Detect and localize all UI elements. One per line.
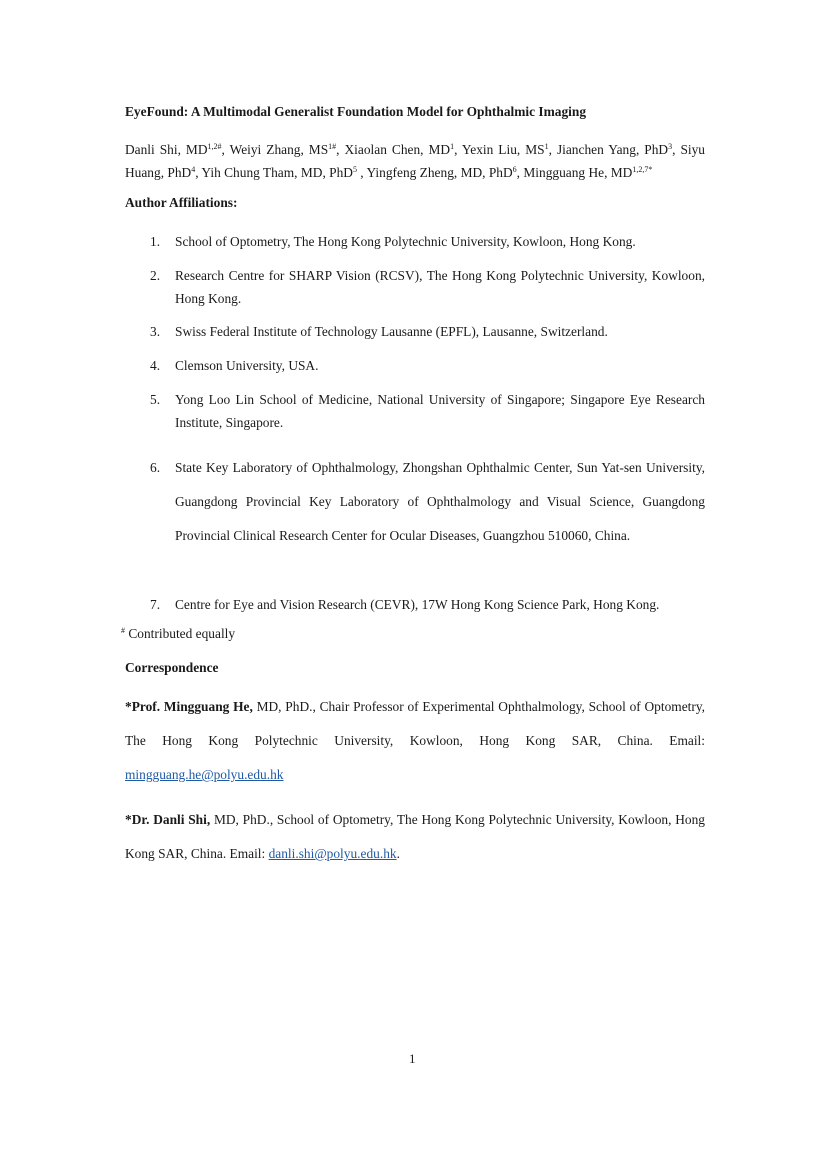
affiliation-text: Clemson University, USA.	[175, 358, 319, 373]
author-separator: ,	[356, 165, 367, 180]
affiliation-number: 6.	[150, 460, 161, 475]
author-name: Mingguang He, MD	[523, 165, 633, 180]
email-link[interactable]: mingguang.he@polyu.edu.hk	[125, 767, 284, 782]
affiliation-text: Swiss Federal Institute of Technology Lausanne (EPFL), Lausanne, Switzerland.	[175, 324, 608, 339]
author-name: Yexin Liu, MS	[461, 142, 545, 157]
correspondent-name: *Dr. Danli Shi,	[125, 812, 211, 827]
author-name: Yingfeng Zheng, MD, PhD	[366, 165, 513, 180]
affiliation-number: 7.	[150, 597, 161, 612]
author-name: Xiaolan Chen, MD	[344, 142, 451, 157]
footnote-mark: #	[121, 626, 125, 635]
author-name: Danli Shi, MD	[125, 142, 208, 157]
author-name: Yih Chung Tham, MD, PhD	[201, 165, 353, 180]
affiliation-text: State Key Laboratory of Ophthalmology, Zhongshan Ophthalmic Center, Sun Yat-sen University, Guangdong Provincial Key Laboratory of Ophthalmology and Visual Science, Guangdong Provincial Clinical Research Center for Ocular Diseases, Guangzhou 510060, China.	[175, 460, 705, 543]
affiliation-superscript: 1,2,7*	[632, 165, 653, 174]
affiliation-superscript: 4	[191, 165, 196, 174]
affiliation-superscript: 5	[352, 165, 357, 174]
affiliation-superscript: 6	[512, 165, 517, 174]
email-link[interactable]: danli.shi@polyu.edu.hk	[268, 846, 397, 861]
author-separator: ,	[516, 165, 524, 180]
affiliation-superscript: 1,2#	[207, 142, 222, 151]
correspondence-entry	[125, 690, 705, 792]
affiliation-text: School of Optometry, The Hong Kong Polytechnic University, Kowloon, Hong Kong.	[175, 234, 636, 249]
affiliation-number: 3.	[150, 324, 161, 339]
correspondence-entry	[125, 803, 705, 871]
affiliation-text: Yong Loo Lin School of Medicine, National University of Singapore; Singapore Eye Research Institute, Singapore.	[175, 392, 705, 430]
author-name: Jianchen Yang, PhD	[556, 142, 669, 157]
paper-title: EyeFound: A Multimodal Generalist Foundation Model for Ophthalmic Imaging	[125, 104, 587, 119]
correspondent-details: MD, PhD., Chair Professor of Experimental Ophthalmology, School of Optometry, The Hong Kong Polytechnic University, Kowloon, Hong Kong SAR, China. Email:	[125, 699, 706, 748]
author-list	[125, 138, 705, 184]
author-name: Siyu Huang, PhD	[125, 142, 705, 180]
author-name: Weiyi Zhang, MS	[229, 142, 329, 157]
correspondence-heading: Correspondence	[125, 660, 219, 675]
correspondent-name: *Prof. Mingguang He,	[125, 699, 253, 714]
page-number: 1	[409, 1051, 416, 1066]
affiliations-heading: Author Affiliations:	[125, 195, 238, 210]
affiliation-text: Centre for Eye and Vision Research (CEVR), 17W Hong Kong Science Park, Hong Kong.	[175, 597, 660, 612]
author-separator: ,	[454, 142, 462, 157]
author-separator: ,	[195, 165, 202, 180]
paper-page	[121, 0, 706, 1171]
author-separator: ,	[336, 142, 345, 157]
affiliation-number: 4.	[150, 358, 161, 373]
affiliation-number: 2.	[150, 268, 161, 283]
affiliation-superscript: 3	[668, 142, 673, 151]
affiliation-superscript: 1	[450, 142, 455, 151]
affiliation-superscript: 1	[544, 142, 549, 151]
correspondent-details: MD, PhD., School of Optometry, The Hong Kong Polytechnic University, Kowloon, Hong Kong SAR, China. Email:	[125, 812, 705, 861]
affiliation-number: 5.	[150, 392, 161, 407]
contributed-equally-note	[121, 626, 235, 642]
affiliation-number: 1.	[150, 234, 161, 249]
author-separator: ,	[548, 142, 557, 157]
affiliation-text: Research Centre for SHARP Vision (RCSV), The Hong Kong Polytechnic University, Kowloon, Hong Kong.	[175, 268, 705, 306]
author-separator: ,	[221, 142, 230, 157]
affiliation-superscript: 1#	[328, 142, 337, 151]
trailing-punct: .	[396, 846, 400, 861]
author-separator: ,	[672, 142, 681, 157]
footnote-text: Contributed equally	[125, 626, 236, 641]
